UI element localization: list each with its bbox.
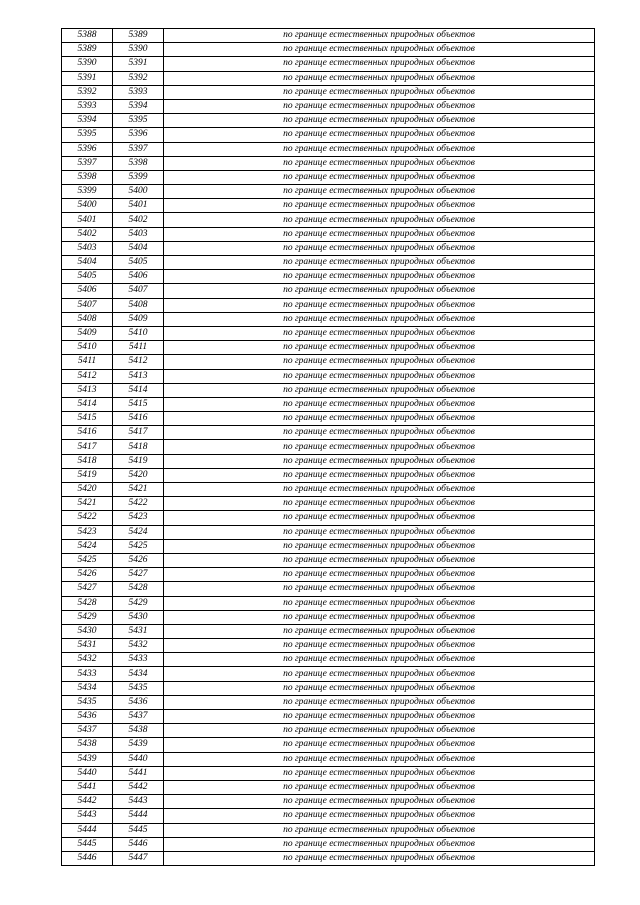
point-from-cell: 5431 (62, 639, 113, 653)
table-row (62, 156, 595, 170)
point-from-cell: 5401 (62, 213, 113, 227)
table-row (62, 326, 595, 340)
boundary-description-cell: по границе естественных природных объектов (164, 724, 595, 738)
point-to-cell: 5417 (113, 426, 164, 440)
table-row (62, 185, 595, 199)
point-from-cell: 5433 (62, 667, 113, 681)
boundary-description-cell: по границе естественных природных объектов (164, 284, 595, 298)
table-row (62, 71, 595, 85)
boundary-description-cell: по границе естественных природных объектов (164, 568, 595, 582)
point-to-cell: 5445 (113, 823, 164, 837)
point-from-cell: 5392 (62, 85, 113, 99)
point-from-cell: 5424 (62, 539, 113, 553)
point-from-cell: 5398 (62, 170, 113, 184)
boundary-description-cell: по границе естественных природных объектов (164, 170, 595, 184)
table-row (62, 483, 595, 497)
boundary-description-cell: по границе естественных природных объектов (164, 341, 595, 355)
table-row (62, 681, 595, 695)
table-row (62, 142, 595, 156)
point-to-cell: 5433 (113, 653, 164, 667)
point-to-cell: 5432 (113, 639, 164, 653)
point-to-cell: 5446 (113, 837, 164, 851)
boundary-description-cell: по границе естественных природных объектов (164, 71, 595, 85)
point-from-cell: 5395 (62, 128, 113, 142)
table-row (62, 256, 595, 270)
point-to-cell: 5393 (113, 85, 164, 99)
table-row (62, 695, 595, 709)
table-row (62, 823, 595, 837)
table-row (62, 397, 595, 411)
point-to-cell: 5420 (113, 468, 164, 482)
boundary-description-cell: по границе естественных природных объектов (164, 667, 595, 681)
point-to-cell: 5436 (113, 695, 164, 709)
point-to-cell: 5404 (113, 241, 164, 255)
table-row (62, 43, 595, 57)
point-from-cell: 5414 (62, 397, 113, 411)
point-from-cell: 5405 (62, 270, 113, 284)
table-row (62, 298, 595, 312)
point-from-cell: 5422 (62, 511, 113, 525)
table-row (62, 497, 595, 511)
point-from-cell: 5416 (62, 426, 113, 440)
point-to-cell: 5421 (113, 483, 164, 497)
boundary-description-cell: по границе естественных природных объектов (164, 553, 595, 567)
boundary-description-cell: по границе естественных природных объектов (164, 99, 595, 113)
point-to-cell: 5394 (113, 99, 164, 113)
point-from-cell: 5445 (62, 837, 113, 851)
table-row (62, 511, 595, 525)
point-to-cell: 5443 (113, 795, 164, 809)
table-row (62, 270, 595, 284)
point-from-cell: 5412 (62, 369, 113, 383)
boundary-description-cell: по границе естественных природных объектов (164, 114, 595, 128)
point-from-cell: 5403 (62, 241, 113, 255)
point-from-cell: 5410 (62, 341, 113, 355)
point-to-cell: 5407 (113, 284, 164, 298)
point-to-cell: 5435 (113, 681, 164, 695)
boundary-description-cell: по границе естественных природных объектов (164, 795, 595, 809)
point-to-cell: 5397 (113, 142, 164, 156)
boundary-description-cell: по границе естественных природных объектов (164, 213, 595, 227)
boundary-description-cell: по границе естественных природных объектов (164, 256, 595, 270)
table-row (62, 29, 595, 43)
point-to-cell: 5416 (113, 412, 164, 426)
boundary-description-cell: по границе естественных природных объектов (164, 43, 595, 57)
boundary-description-cell: по границе естественных природных объектов (164, 483, 595, 497)
point-to-cell: 5437 (113, 710, 164, 724)
point-from-cell: 5421 (62, 497, 113, 511)
table-row (62, 227, 595, 241)
boundary-description-cell: по границе естественных природных объектов (164, 809, 595, 823)
table-row (62, 809, 595, 823)
boundary-description-cell: по границе естественных природных объектов (164, 298, 595, 312)
boundary-description-cell: по границе естественных природных объектов (164, 270, 595, 284)
table-row (62, 170, 595, 184)
table-row (62, 412, 595, 426)
boundary-description-cell: по границе естественных природных объектов (164, 511, 595, 525)
boundary-description-cell: по границе естественных природных объектов (164, 653, 595, 667)
point-to-cell: 5444 (113, 809, 164, 823)
point-to-cell: 5396 (113, 128, 164, 142)
point-from-cell: 5396 (62, 142, 113, 156)
boundary-description-cell: по границе естественных природных объектов (164, 610, 595, 624)
point-to-cell: 5408 (113, 298, 164, 312)
boundary-description-cell: по границе естественных природных объектов (164, 539, 595, 553)
point-from-cell: 5434 (62, 681, 113, 695)
point-to-cell: 5422 (113, 497, 164, 511)
table-row (62, 752, 595, 766)
boundary-description-cell: по границе естественных природных объектов (164, 29, 595, 43)
point-from-cell: 5442 (62, 795, 113, 809)
point-from-cell: 5438 (62, 738, 113, 752)
point-from-cell: 5415 (62, 412, 113, 426)
table-row (62, 653, 595, 667)
point-to-cell: 5428 (113, 582, 164, 596)
point-to-cell: 5391 (113, 57, 164, 71)
boundary-description-cell: по границе естественных природных объектов (164, 85, 595, 99)
table-row (62, 738, 595, 752)
boundary-description-cell: по границе естественных природных объектов (164, 468, 595, 482)
table-row (62, 525, 595, 539)
table-row (62, 85, 595, 99)
point-to-cell: 5390 (113, 43, 164, 57)
boundary-description-cell: по границе естественных природных объектов (164, 383, 595, 397)
point-from-cell: 5428 (62, 596, 113, 610)
table-row (62, 624, 595, 638)
point-to-cell: 5406 (113, 270, 164, 284)
point-from-cell: 5390 (62, 57, 113, 71)
point-from-cell: 5389 (62, 43, 113, 57)
point-from-cell: 5409 (62, 326, 113, 340)
point-from-cell: 5397 (62, 156, 113, 170)
point-from-cell: 5417 (62, 440, 113, 454)
point-from-cell: 5418 (62, 454, 113, 468)
point-to-cell: 5431 (113, 624, 164, 638)
boundary-description-cell: по границе естественных природных объектов (164, 624, 595, 638)
boundary-description-cell: по границе естественных природных объектов (164, 369, 595, 383)
boundary-description-cell: по границе естественных природных объектов (164, 766, 595, 780)
boundary-description-cell: по границе естественных природных объектов (164, 440, 595, 454)
table-row (62, 468, 595, 482)
point-from-cell: 5399 (62, 185, 113, 199)
point-to-cell: 5423 (113, 511, 164, 525)
boundary-description-cell: по границе естественных природных объектов (164, 57, 595, 71)
point-from-cell: 5388 (62, 29, 113, 43)
table-row (62, 724, 595, 738)
table-row (62, 553, 595, 567)
point-from-cell: 5419 (62, 468, 113, 482)
point-to-cell: 5409 (113, 312, 164, 326)
point-to-cell: 5392 (113, 71, 164, 85)
boundary-description-cell: по границе естественных природных объектов (164, 312, 595, 326)
point-to-cell: 5440 (113, 752, 164, 766)
point-to-cell: 5399 (113, 170, 164, 184)
point-from-cell: 5435 (62, 695, 113, 709)
table-row (62, 199, 595, 213)
table-row (62, 851, 595, 865)
table-body (62, 29, 595, 866)
boundary-description-cell: по границе естественных природных объектов (164, 128, 595, 142)
point-from-cell: 5427 (62, 582, 113, 596)
point-from-cell: 5391 (62, 71, 113, 85)
point-from-cell: 5444 (62, 823, 113, 837)
point-from-cell: 5430 (62, 624, 113, 638)
boundary-description-cell: по границе естественных природных объектов (164, 823, 595, 837)
table-row (62, 369, 595, 383)
point-to-cell: 5439 (113, 738, 164, 752)
boundary-description-cell: по границе естественных природных объектов (164, 710, 595, 724)
boundary-description-cell: по границе естественных природных объектов (164, 227, 595, 241)
point-from-cell: 5439 (62, 752, 113, 766)
point-to-cell: 5434 (113, 667, 164, 681)
point-to-cell: 5418 (113, 440, 164, 454)
boundary-description-cell: по границе естественных природных объектов (164, 326, 595, 340)
table-row (62, 114, 595, 128)
table-row (62, 568, 595, 582)
boundary-description-cell: по границе естественных природных объектов (164, 639, 595, 653)
table-row (62, 312, 595, 326)
point-to-cell: 5425 (113, 539, 164, 553)
boundary-points-table (61, 28, 595, 866)
boundary-description-cell: по границе естественных природных объектов (164, 412, 595, 426)
boundary-description-cell: по границе естественных природных объектов (164, 681, 595, 695)
boundary-description-cell: по границе естественных природных объектов (164, 199, 595, 213)
boundary-description-cell: по границе естественных природных объектов (164, 582, 595, 596)
table-row (62, 440, 595, 454)
table-row (62, 667, 595, 681)
point-to-cell: 5413 (113, 369, 164, 383)
point-to-cell: 5405 (113, 256, 164, 270)
table-row (62, 639, 595, 653)
table-row (62, 213, 595, 227)
table-row (62, 710, 595, 724)
table-row (62, 780, 595, 794)
boundary-description-cell: по границе естественных природных объектов (164, 738, 595, 752)
boundary-description-cell: по границе естественных природных объектов (164, 780, 595, 794)
table-row (62, 284, 595, 298)
point-from-cell: 5408 (62, 312, 113, 326)
point-from-cell: 5420 (62, 483, 113, 497)
boundary-description-cell: по границе естественных природных объектов (164, 426, 595, 440)
table-row (62, 57, 595, 71)
point-to-cell: 5429 (113, 596, 164, 610)
table-row (62, 795, 595, 809)
boundary-description-cell: по границе естественных природных объектов (164, 185, 595, 199)
point-to-cell: 5414 (113, 383, 164, 397)
boundary-description-cell: по границе естественных природных объектов (164, 142, 595, 156)
table-row (62, 582, 595, 596)
point-from-cell: 5407 (62, 298, 113, 312)
table-row (62, 341, 595, 355)
point-to-cell: 5412 (113, 355, 164, 369)
boundary-description-cell: по границе естественных природных объектов (164, 454, 595, 468)
point-to-cell: 5411 (113, 341, 164, 355)
point-to-cell: 5438 (113, 724, 164, 738)
table-row (62, 837, 595, 851)
boundary-description-cell: по границе естественных природных объектов (164, 596, 595, 610)
table-row (62, 99, 595, 113)
point-from-cell: 5432 (62, 653, 113, 667)
point-to-cell: 5403 (113, 227, 164, 241)
point-to-cell: 5426 (113, 553, 164, 567)
point-to-cell: 5402 (113, 213, 164, 227)
boundary-description-cell: по границе естественных природных объектов (164, 156, 595, 170)
point-from-cell: 5404 (62, 256, 113, 270)
table-row (62, 766, 595, 780)
point-to-cell: 5447 (113, 851, 164, 865)
point-from-cell: 5411 (62, 355, 113, 369)
point-to-cell: 5419 (113, 454, 164, 468)
point-from-cell: 5402 (62, 227, 113, 241)
point-from-cell: 5393 (62, 99, 113, 113)
table-row (62, 539, 595, 553)
boundary-description-cell: по границе естественных природных объектов (164, 397, 595, 411)
point-from-cell: 5413 (62, 383, 113, 397)
point-to-cell: 5400 (113, 185, 164, 199)
point-from-cell: 5394 (62, 114, 113, 128)
point-to-cell: 5395 (113, 114, 164, 128)
point-to-cell: 5442 (113, 780, 164, 794)
table-row (62, 355, 595, 369)
boundary-description-cell: по границе естественных природных объектов (164, 525, 595, 539)
point-to-cell: 5401 (113, 199, 164, 213)
boundary-description-cell: по границе естественных природных объектов (164, 355, 595, 369)
point-from-cell: 5443 (62, 809, 113, 823)
table-row (62, 610, 595, 624)
point-from-cell: 5446 (62, 851, 113, 865)
table-row (62, 128, 595, 142)
boundary-description-cell: по границе естественных природных объектов (164, 241, 595, 255)
point-to-cell: 5424 (113, 525, 164, 539)
point-to-cell: 5410 (113, 326, 164, 340)
point-from-cell: 5426 (62, 568, 113, 582)
boundary-description-cell: по границе естественных природных объектов (164, 695, 595, 709)
boundary-description-cell: по границе естественных природных объектов (164, 752, 595, 766)
table-row (62, 383, 595, 397)
point-to-cell: 5430 (113, 610, 164, 624)
table-row (62, 454, 595, 468)
boundary-description-cell: по границе естественных природных объектов (164, 497, 595, 511)
point-from-cell: 5441 (62, 780, 113, 794)
point-to-cell: 5427 (113, 568, 164, 582)
point-to-cell: 5441 (113, 766, 164, 780)
table-row (62, 596, 595, 610)
point-to-cell: 5415 (113, 397, 164, 411)
point-to-cell: 5398 (113, 156, 164, 170)
table-row (62, 241, 595, 255)
point-from-cell: 5406 (62, 284, 113, 298)
point-from-cell: 5440 (62, 766, 113, 780)
table-row (62, 426, 595, 440)
boundary-description-cell: по границе естественных природных объектов (164, 837, 595, 851)
point-from-cell: 5429 (62, 610, 113, 624)
point-from-cell: 5436 (62, 710, 113, 724)
point-from-cell: 5437 (62, 724, 113, 738)
boundary-description-cell: по границе естественных природных объектов (164, 851, 595, 865)
point-to-cell: 5389 (113, 29, 164, 43)
point-from-cell: 5425 (62, 553, 113, 567)
point-from-cell: 5400 (62, 199, 113, 213)
point-from-cell: 5423 (62, 525, 113, 539)
